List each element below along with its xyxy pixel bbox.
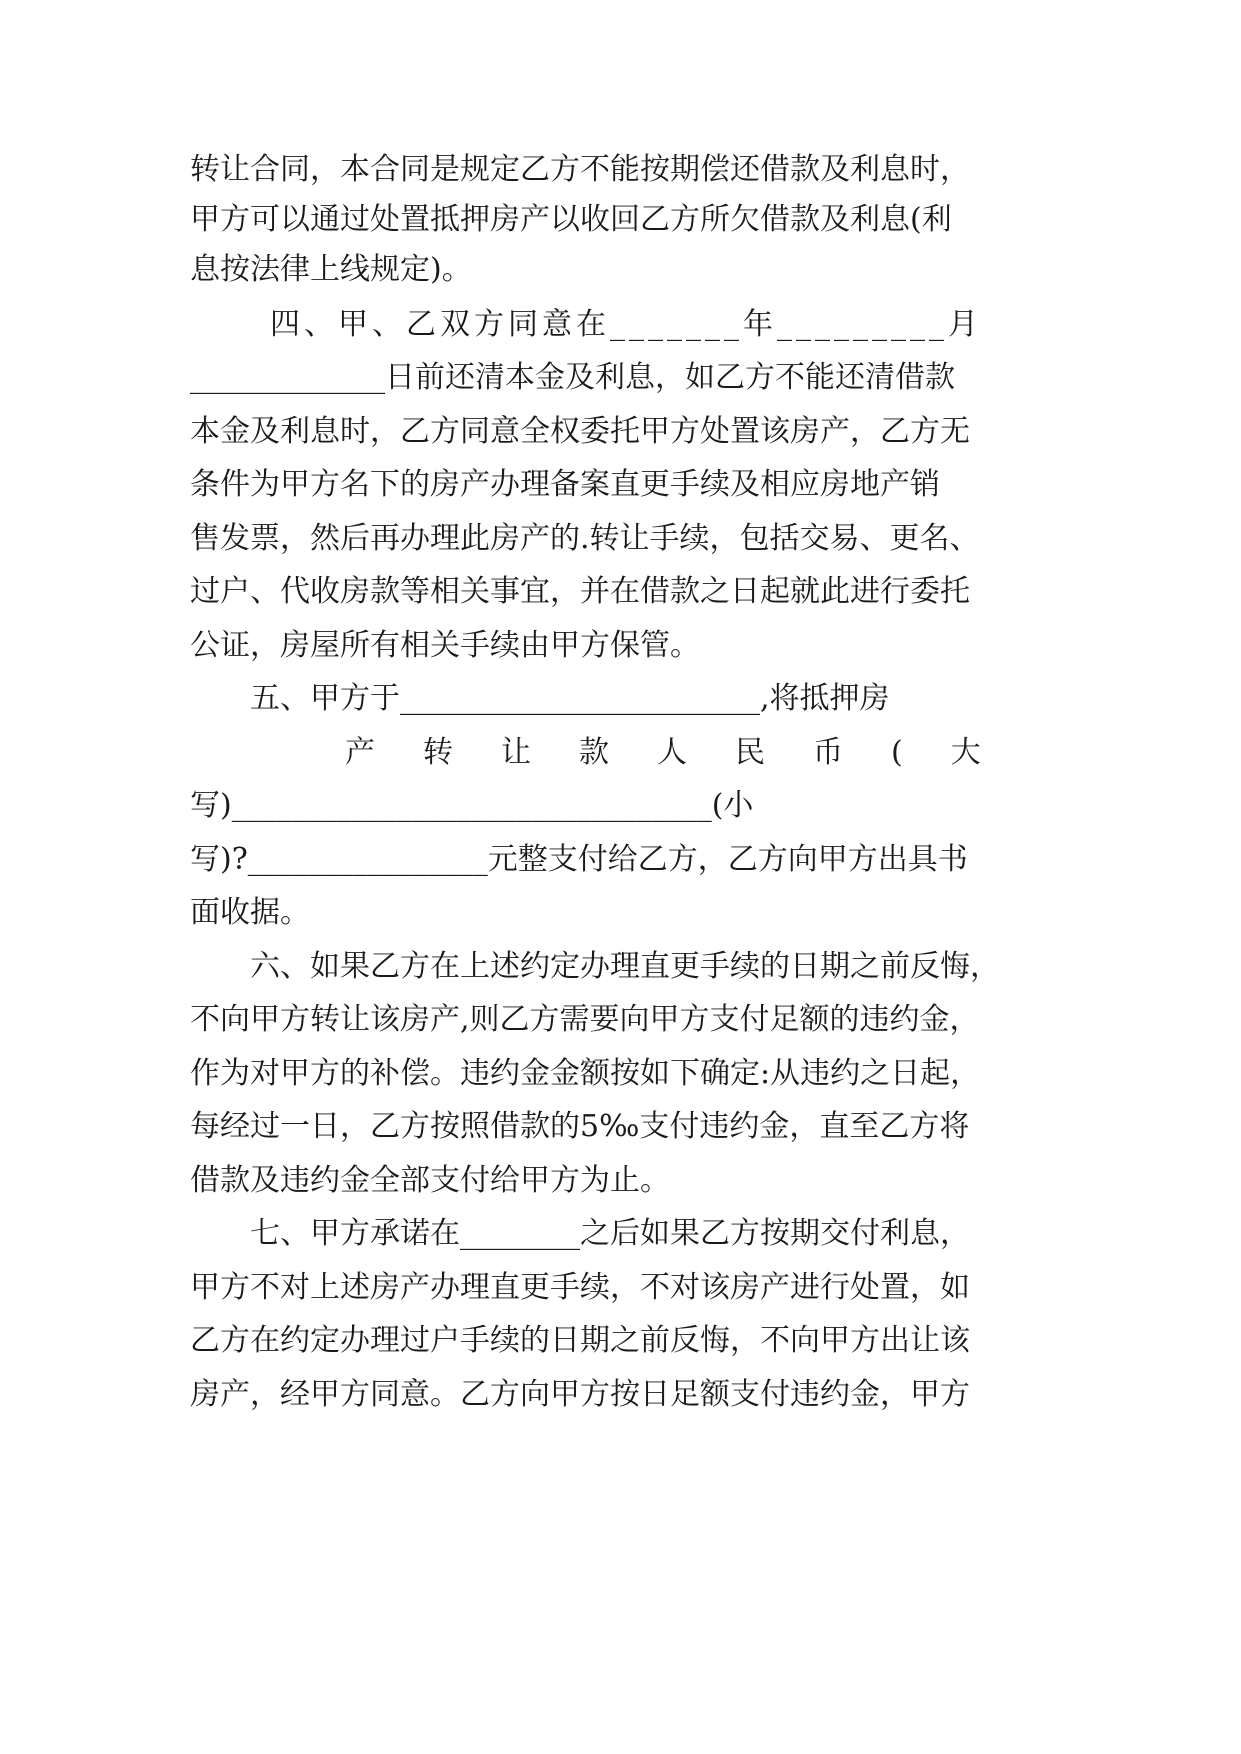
line-text: 售发票，然后再办理此房产的.转让手续，包括交易、更名、 — [190, 521, 980, 556]
line-text: 不向甲方转让该房产,则乙方需要向甲方支付足额的违约金， — [190, 1002, 980, 1037]
paragraph-line — [190, 784, 1050, 828]
line-text: 六、如果乙方在上述约定办理直更手续的日期之前反悔， — [250, 949, 1000, 984]
line-text: 产转让款人民币(大 — [345, 735, 1029, 770]
line-text: 过户、代收房款等相关事宜，并在借款之日起就此进行委托 — [190, 574, 970, 609]
paragraph-line — [190, 463, 1050, 507]
line-text: 乙方在约定办理过户手续的日期之前反悔，不向甲方出让该 — [190, 1323, 970, 1358]
clause-4-heading-line — [270, 303, 1050, 347]
paragraph-line — [190, 356, 1050, 400]
paragraph-line — [190, 624, 1050, 668]
line-text: 借款及违约金全部支付给甲方为止。 — [190, 1163, 670, 1198]
line-text: 四、甲、乙双方同意在_______年_________月 — [270, 307, 982, 342]
line-text: 写)________________________________(小 — [190, 788, 754, 823]
line-text: 作为对甲方的补偿。违约金金额按如下确定:从违约之日起， — [190, 1056, 981, 1091]
line-text: 写)?________________元整支付给乙方，乙方向甲方出具书 — [190, 842, 968, 877]
line-text: 公证，房屋所有相关手续由甲方保管。 — [190, 628, 700, 663]
line-text: 五、甲方于________________________,将抵押房 — [250, 681, 890, 716]
line-text: 甲方不对上述房产办理直更手续，不对该房产进行处置，如 — [190, 1270, 970, 1305]
paragraph-line — [190, 838, 1050, 882]
line-text: 房产，经甲方同意。乙方向甲方按日足额支付违约金，甲方 — [190, 1377, 970, 1412]
line-text: 七、甲方承诺在________之后如果乙方按期交付利息， — [250, 1216, 970, 1251]
paragraph-line — [190, 891, 1050, 935]
paragraph-line — [190, 248, 1050, 292]
paragraph-line — [190, 1105, 1050, 1149]
clause-7-heading-line — [250, 1212, 1050, 1256]
paragraph-line — [190, 1319, 1050, 1363]
line-text: 甲方可以通过处置抵押房产以收回乙方所欠借款及利息(利 — [190, 202, 952, 237]
line-text: 每经过一日，乙方按照借款的5‰支付违约金，直至乙方将 — [190, 1109, 970, 1144]
line-text: 本金及利息时，乙方同意全权委托甲方处置该房产，乙方无 — [190, 414, 970, 449]
clause-5-heading-line — [250, 677, 1050, 721]
paragraph-line — [190, 410, 1050, 454]
paragraph-line — [190, 1159, 1050, 1203]
paragraph-line — [190, 570, 1050, 614]
paragraph-line — [190, 1266, 1050, 1310]
paragraph-line — [190, 517, 1050, 561]
line-text: 面收据。 — [190, 895, 310, 930]
clause-6-heading-line — [250, 945, 1050, 989]
line-text: _____________日前还清本金及利息，如乙方不能还清借款 — [190, 360, 955, 395]
paragraph-line — [190, 1373, 1050, 1417]
line-text: 条件为甲方名下的房产办理备案直更手续及相应房地产销 — [190, 467, 940, 502]
paragraph-line — [345, 731, 1050, 775]
line-text: 转让合同，本合同是规定乙方不能按期偿还借款及利息时， — [190, 152, 970, 187]
line-text: 息按法律上线规定)。 — [190, 252, 472, 287]
paragraph-line — [190, 1052, 1050, 1096]
paragraph-line — [190, 998, 1050, 1042]
paragraph-line — [190, 148, 1050, 192]
paragraph-line — [190, 198, 1050, 242]
